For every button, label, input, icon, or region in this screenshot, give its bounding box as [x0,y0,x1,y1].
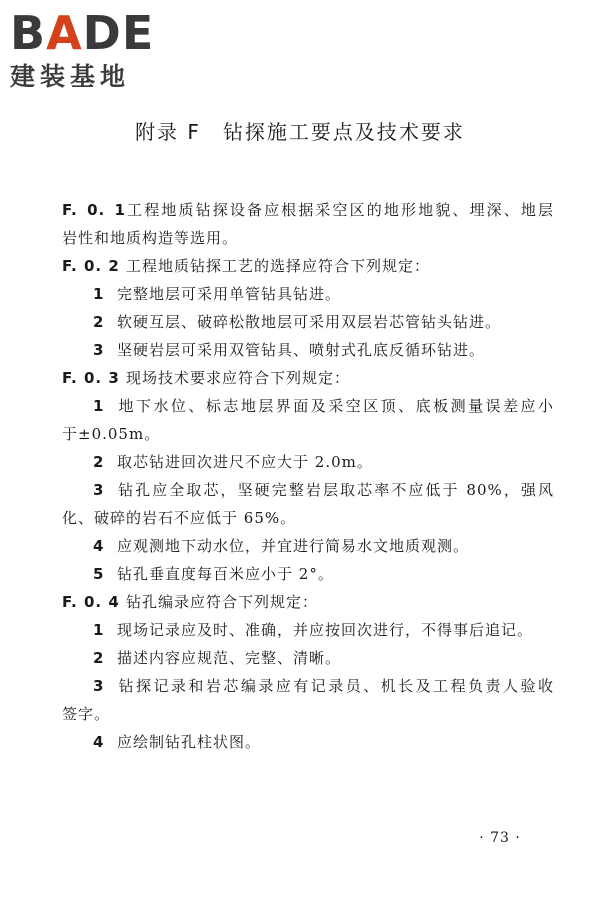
clause-f04-item-3-line1 [62,672,554,700]
logo-letters-de: DE [82,6,155,60]
item-number: 5 [93,565,105,583]
item-number: 4 [93,537,105,555]
clause-f02-item-2 [62,308,554,336]
clause-f02-item-3 [62,336,554,364]
item-text: 完整地层可采用单管钻具钻进。 [117,285,342,303]
clause-f04 [62,588,554,616]
document-body [62,196,554,756]
clause-f03-item-2 [62,448,554,476]
clause-f03-item-4 [62,532,554,560]
clause-number: F. 0. 1 [62,201,126,219]
clause-f04-item-2 [62,644,554,672]
item-text: 钻探记录和岩芯编录应有记录员、机长及工程负责人验收 [117,677,554,695]
item-text: 应绘制钻孔柱状图。 [117,733,262,751]
clause-f04-item-3-line2: 签字。 [62,705,111,723]
clause-text: 现场技术要求应符合下列规定： [126,369,351,387]
clause-f04-item-4 [62,728,554,756]
item-number: 3 [93,677,105,695]
logo-subtitle: 建装基地 [10,62,131,91]
item-number: 1 [93,397,105,415]
logo-letter-a: A [46,6,83,60]
item-text: 取芯钻进回次进尺不应大于 2.0m。 [117,453,373,471]
item-number: 2 [93,313,105,331]
clause-f02-item-1 [62,280,554,308]
item-number: 3 [93,341,105,359]
clause-f03-item-1-line2: 于±0.05m。 [62,425,161,443]
item-text: 钻孔应全取芯，坚硬完整岩层取芯率不应低于 80%，强风 [117,481,554,499]
clause-text: 工程地质钻探工艺的选择应符合下列规定： [126,257,431,275]
item-number: 1 [93,285,105,303]
item-number: 3 [93,481,105,499]
item-text: 现场记录应及时、准确，并应按回次进行，不得事后追记。 [117,621,534,639]
clause-f01-line1 [62,196,554,224]
bade-logo [10,8,180,92]
logo-letter-b: B [10,6,47,60]
item-number: 4 [93,733,105,751]
clause-number: F. 0. 2 [62,257,120,275]
clause-f03 [62,364,554,392]
item-text: 描述内容应规范、完整、清晰。 [117,649,342,667]
clause-f03-item-3-line1 [62,476,554,504]
item-text: 软硬互层、破碎松散地层可采用双层岩芯管钻头钻进。 [117,313,502,331]
item-text: 应观测地下动水位，并宜进行简易水文地质观测。 [117,537,470,555]
clause-text: 钻孔编录应符合下列规定： [126,593,319,611]
clause-f03-item-1-line1 [62,392,554,420]
clause-f04-item-1 [62,616,554,644]
page-number: · 73 · [479,830,521,846]
clause-number: F. 0. 4 [62,593,120,611]
item-text: 地下水位、标志地层界面及采空区顶、底板测量误差应小 [117,397,554,415]
item-number: 2 [93,453,105,471]
clause-f02 [62,252,554,280]
item-text: 坚硬岩层可采用双管钻具、喷射式孔底反循环钻进。 [117,341,486,359]
appendix-title: 钻探施工要点及技术要求 [222,120,465,144]
clause-f03-item-3-line2: 化、破碎的岩石不应低于 65%。 [62,509,297,527]
clause-f03-item-5 [62,560,554,588]
appendix-label: 附录 F [135,120,201,144]
item-text: 钻孔垂直度每百米应小于 2°。 [117,565,334,583]
item-number: 2 [93,649,105,667]
logo-wordmark [10,8,154,58]
item-number: 1 [93,621,105,639]
page-title [0,118,600,146]
clause-number: F. 0. 3 [62,369,120,387]
clause-f01-line2: 岩性和地质构造等选用。 [62,229,239,247]
clause-text: 工程地质钻探设备应根据采空区的地形地貌、埋深、地层 [126,201,554,219]
